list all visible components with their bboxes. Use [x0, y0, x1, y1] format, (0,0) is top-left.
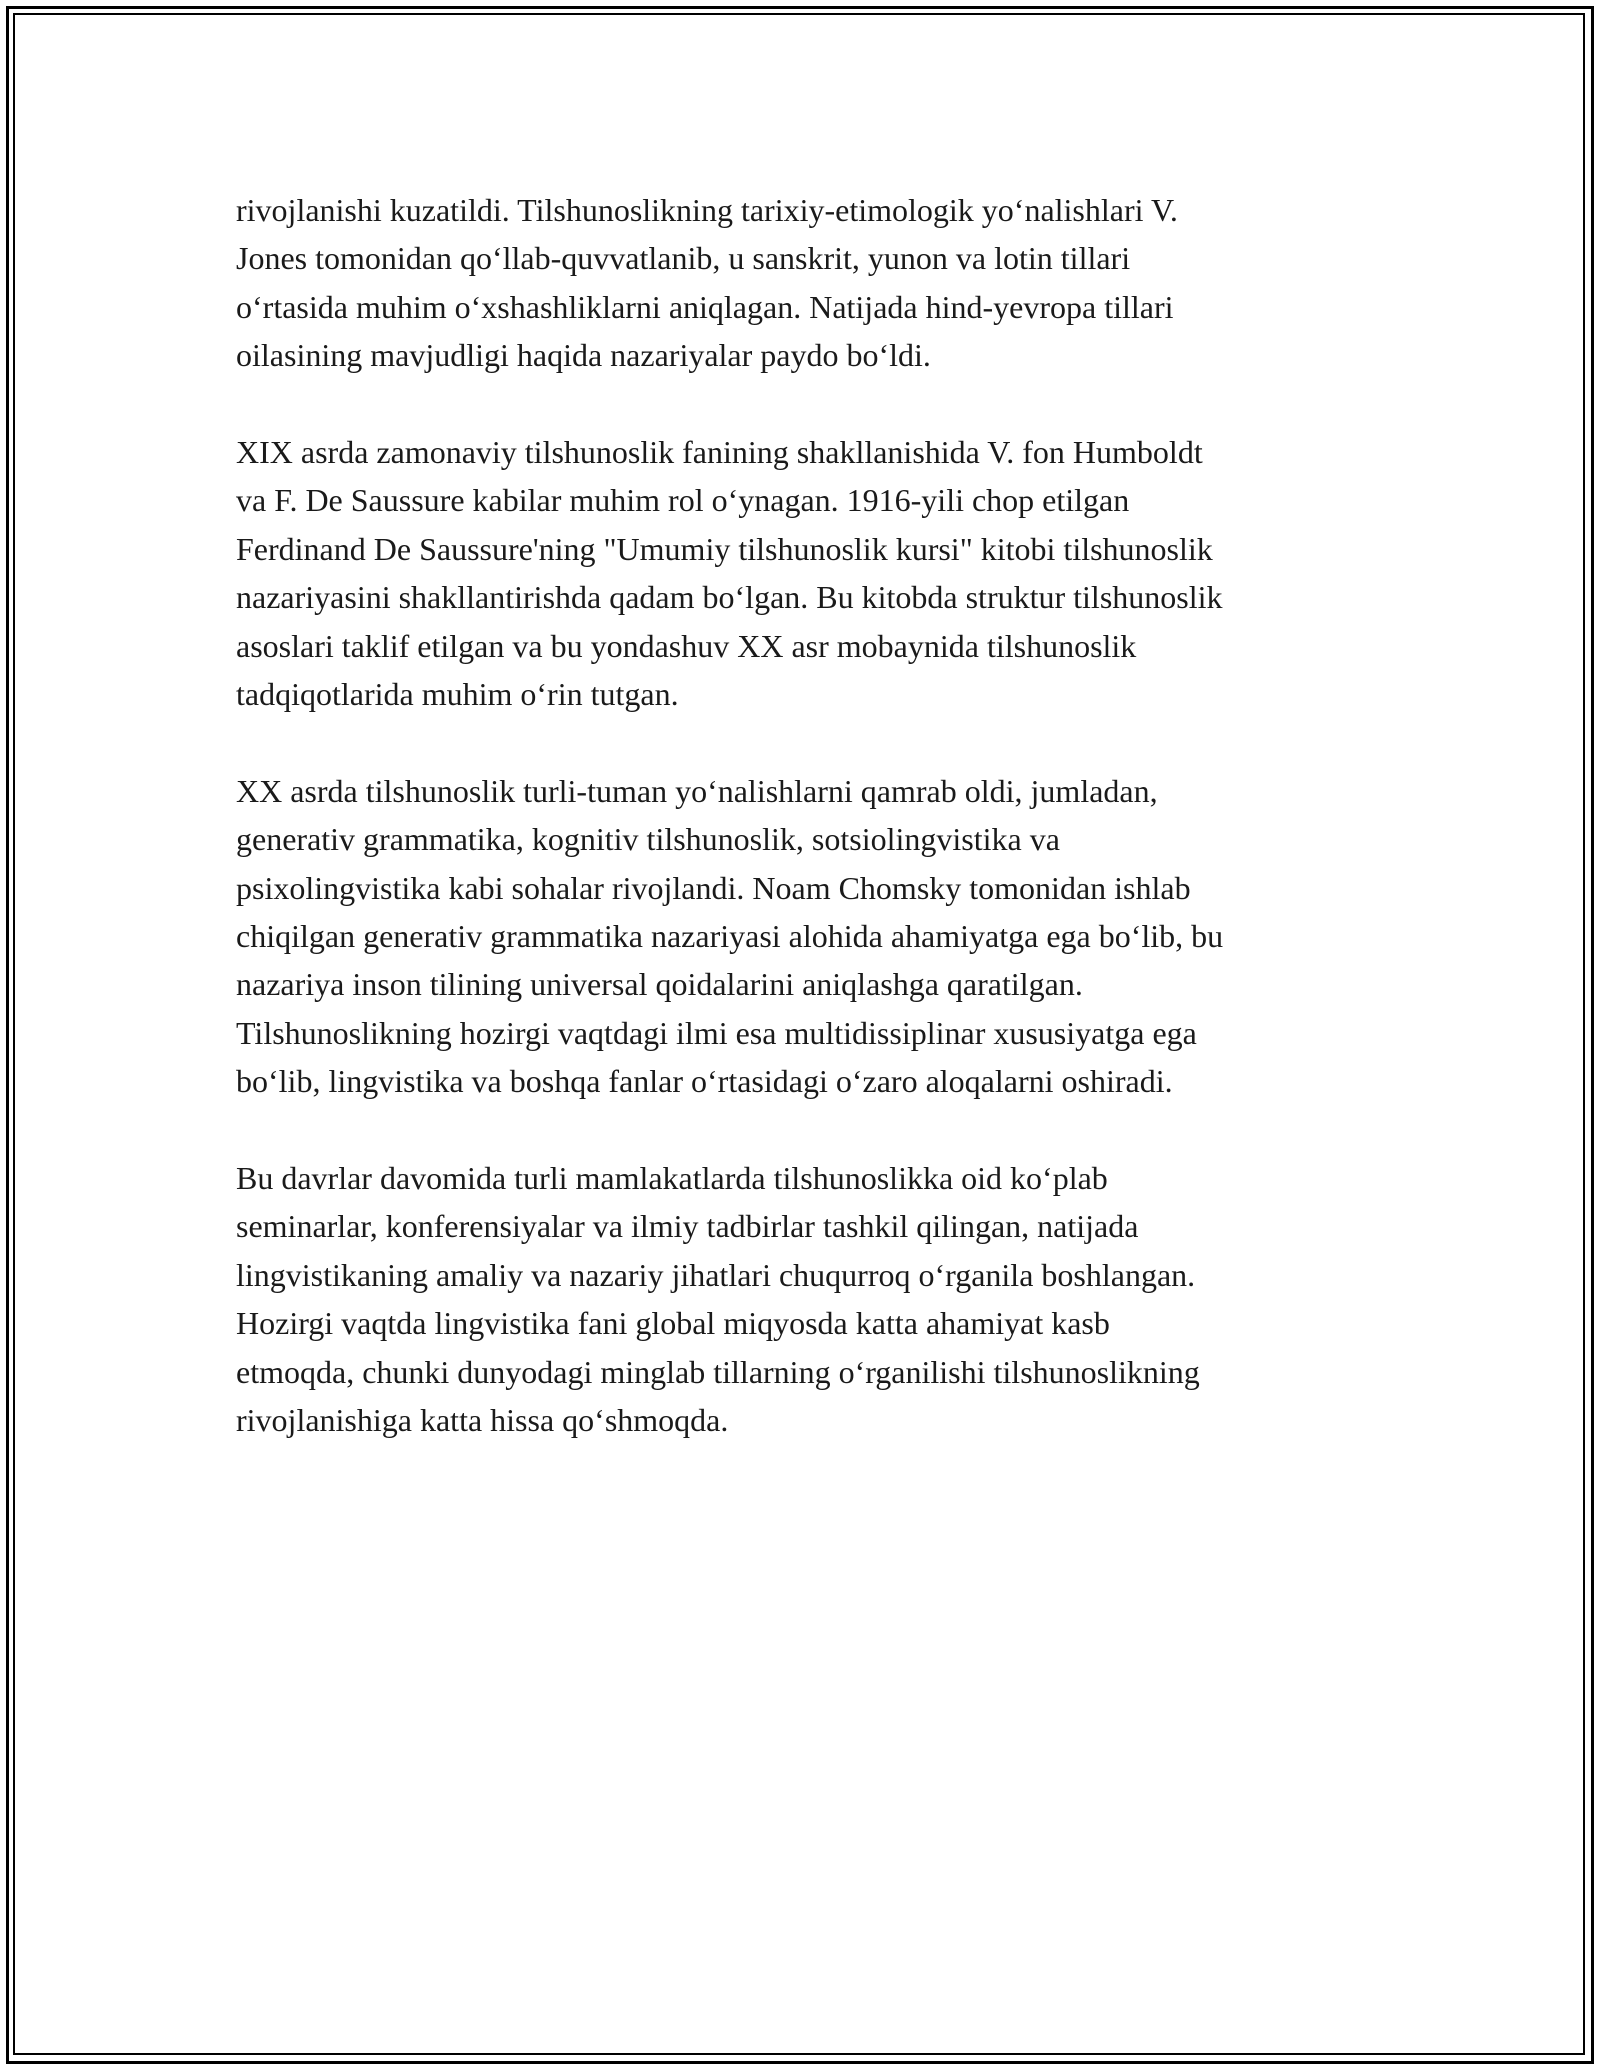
paragraph-4: Bu davrlar davomida turli mamlakatlarda tilshunoslikka oid ko‘plab seminarlar, konferensiyalar va ilmiy tadbirlar tashkil qilingan, natijada lingvistikaning amaliy va nazariy jihatlari chuqurroq o‘rganila boshlangan. Hozirgi vaqtda lingvistika fani global miqyosda katta ahamiyat kasb etmoqda, chunki dunyodagi minglab tillarning o‘rganilishi tilshunoslikning rivojlanishiga katta hissa qo‘shmoqda. — [236, 1160, 1200, 1439]
paragraph-2: XIX asrda zamonaviy tilshunoslik fanining shakllanishida V. fon Humboldt va F. De Saussure kabilar muhim rol o‘ynagan. 1916-yili chop etilgan Ferdinand De Saussure'ning "Umumiy tilshunoslik kursi" kitobi tilshunoslik nazariyasini shakllantirishda qadam bo‘lgan. Bu kitobda struktur tilshunoslik asoslari taklif etilgan va bu yondashuv XX asr mobaynida tilshunoslik tadqiqotlarida muhim o‘rin tutgan. — [236, 434, 1223, 713]
document-body — [236, 186, 1396, 1493]
paragraph-3: XX asrda tilshunoslik turli-tuman yo‘nalishlarni qamrab oldi, jumladan, generativ grammatika, kognitiv tilshunoslik, sotsiolingvistika va psixolingvistika kabi sohalar rivojlandi. Noam Chomsky tomonidan ishlab chiqilgan generativ grammatika nazariyasi alohida ahamiyatga ega bo‘lib, bu nazariya inson tilining universal qoidalarini aniqlashga qaratilgan. Tilshunoslikning hozirgi vaqtdagi ilmi esa multidissiplinar xususiyatga ega bo‘lib, lingvistika va boshqa fanlar o‘rtasidagi o‘zaro aloqalarni oshiradi. — [236, 772, 1224, 1100]
paragraph-1: rivojlanishi kuzatildi. Tilshunoslikning tarixiy-etimologik yo‘nalishlari V. Jones tomonidan qo‘llab-quvvatlanib, u sanskrit, yunon va lotin tillari o‘rtasida muhim o‘xshashliklarni aniqlagan. Natijada hind-yevropa tillari oilasining mavjudligi haqida nazariyalar paydo bo‘ldi. — [236, 192, 1178, 374]
